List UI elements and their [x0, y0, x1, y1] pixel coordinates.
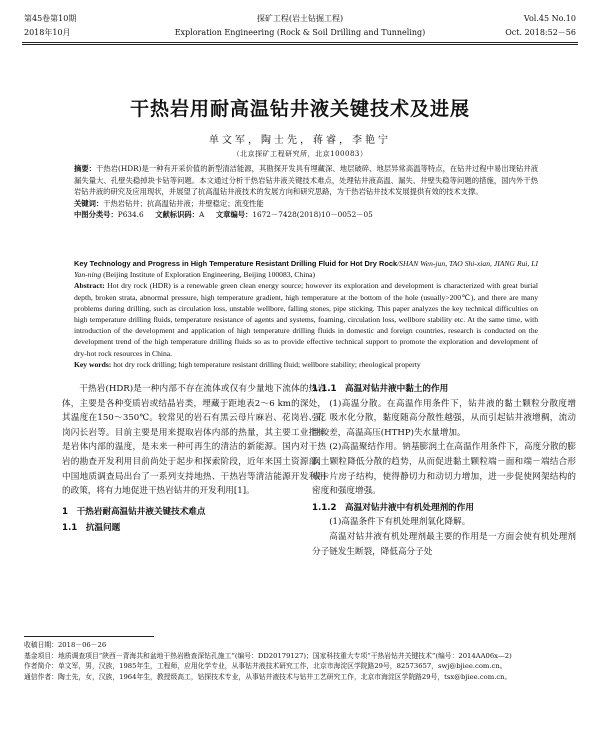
- abstract-en: [74, 258, 538, 370]
- abstract-en-text: Hot dry rock (HDR) is a renewable green clean energy source; however its exploration and development is characterized with great burial depth, broken strata, abnormal pressure, high temperature gradient, high temperature at the bottom of the hole (usually>200℃), and there are many problems during drilling, such as circulation loss, unstable wellbore, falling stones, pipe sticking. This paper analyzes the key technical difficulties on high temperature drilling fluids, temperature resistance of agents and systems, foaming, circulation loss, wellbore stability etc. At the same time, with introduction of the development and application of high temperature drilling fluids in domestic and foreign countries, research is conducted on the development trend of the high temperature drilling fluids so as to provide effective technical support to promote the exploration and development of dry-hot rock resources in China.: [74, 281, 538, 358]
- paper-affiliation: （北京探矿工程研究所，北京100083）: [232, 150, 368, 158]
- footnote-author: 作者简介：单文军，男，汉族，1985年生，工程师，应用化学专业，从事钻井液技术研究工作，北京市海淀区学院路29号，82573657，swj@bjiee.com.cn。: [24, 662, 507, 670]
- doc-code-label: 文献标识码：: [155, 210, 199, 220]
- section-1-1-heading: 1.1 抗温问题: [62, 523, 121, 534]
- abstract-en-authors: /SHAN Wen-jun, TAO Shi-xian, JIANG Rui, LI Yan-ning: [74, 259, 538, 280]
- header-volume-cn: 第45卷第10期: [24, 14, 77, 23]
- article-no-label: 文章编号：: [215, 210, 253, 220]
- section-1-heading: 1 干热岩耐高温钻井液关键技术难点: [62, 506, 206, 517]
- paper-title: 干热岩用耐高温钻井液关键技术及进展: [129, 98, 470, 120]
- abstract-cn-text: 干热岩(HDR)是一种有开采价值的新型清洁能源，其勘探开发具有埋藏深、地层破碎、地层异常高温等特点，在钻井过程中易出现钻井液漏失量大、孔壁失稳掉块卡钻等问题。本文通过分析干热岩钻井液关键技术难点，处理钻井液高温、漏失、井壁失稳等问题的措施，国内外干热岩钻井液的研究及应用现状，并展望了抗高温钻井液技术的发展方向和研究思路，为干热岩钻井技术发展提供有效的技术支撑。: [74, 164, 538, 197]
- section-1-1-1-heading: 1.1.1 高温对钻井液中黏土的作用: [312, 384, 449, 394]
- header-date-en: Oct. 2018:52－56: [505, 28, 576, 37]
- header-volume-en: Vol.45 No.10: [523, 14, 576, 23]
- footnote-received: 收稿日期：2018－06－26: [24, 641, 107, 649]
- footnote-rule: [24, 636, 154, 637]
- keywords-cn-label: 关键词：: [74, 198, 104, 208]
- section-1-1-2-heading: 1.1.2 高温对钻井液中有机处理剂的作用: [312, 502, 474, 513]
- footnote-corresponding-author: 通信作者：陶士先，女，汉族，1964年生，教授级高工，钻探技术专业，从事钻井液技术与钻井工艺研究工作，北京市海淀区学院路29号，tsx@bjiee.com.cn。: [24, 672, 512, 681]
- paragraph-high-temp-dispersion: (1)高温分散。在高温作用条件下，钻井液的黏土颗粒分散度增强，吸水化分散，黏度随高分散性越强，从而引起钻井液增稠，流动性较差，高温高压(HTHP)失水量增加。: [312, 398, 576, 438]
- clc-label: 中图分类号：: [74, 210, 118, 220]
- body-right-column: [312, 382, 576, 559]
- header-journal-cn: 探矿工程(岩土钻掘工程): [256, 14, 344, 23]
- footnote-fund: 基金项目：地质调查项目“陕西－青海共和盆地干热岩勘查深钻孔施工”(编号：DD20179127)；国家科技重大专项“干热岩钻井关键技术”(编号：2014AA06x—2): [24, 651, 512, 660]
- keywords-en-label: Key words:: [74, 359, 112, 369]
- paper-authors: 单文军，陶士先，蒋睿，李艳宁: [209, 135, 391, 146]
- clc-value: P634.6: [117, 210, 144, 220]
- header-rule: [22, 42, 578, 43]
- abstract-en-title: Key Technology and Progress in High Temperature Resistant Drilling Fluid for Hot Dry Rock: [74, 259, 398, 268]
- header-rule-thin: [22, 44, 578, 45]
- article-no-value: 1672－7428(2018)10－0052－05: [252, 210, 373, 220]
- keywords-en: hot dry rock drilling; high temperature resistant drilling fluid; wellbore stability; rheological property: [113, 359, 421, 369]
- paragraph-oxidative-degradation: (1)高温条件下有机处理剂氧化降解。: [329, 517, 471, 528]
- header-journal-en: Exploration Engineering (Rock & Soil Drilling and Tunneling): [174, 28, 426, 37]
- abstract-cn-label: 摘要：: [74, 164, 97, 173]
- intro-paragraph: 干热岩(HDR)是一种内部不存在流体或仅有少量地下流体的热岩体，主要是各种变质岩或结晶岩类，埋藏于距地表2～6 km的深处，其温度在150～350℃。较常见的岩石有黑云母片麻岩、花岗岩、花岗闪长岩等。目前主要是用来提取岩体内部的热量，其主要工业指标是岩体内部的温度，是未来一种可再生的清洁的新能源。国内对干热岩的勘查开发利用目前尚处于起步和探索阶段，近年来国土资源部、中国地质调查局出台了一系列支持地热、干热岩等清洁能源开发利用的政策，将有力地促进干热岩钻井的开发利用[1]。: [62, 384, 326, 497]
- keywords-cn: 干热岩钻井；抗高温钻井液；井壁稳定；流变性能: [103, 198, 264, 208]
- doc-code-value: A: [198, 210, 205, 220]
- abstract-cn: [74, 163, 538, 221]
- body-left-column: [62, 382, 326, 536]
- header-date-cn: 2018年10月: [24, 28, 71, 37]
- abstract-en-affiliation: (Beijing Institute of Exploration Engineering, Beijing 100083, China): [103, 270, 316, 280]
- paragraph-high-temp-aggregation: (2)高温聚结作用。钠基膨润土在高温作用条件下，高度分散的膨润土颗粒降低分散的趋势，从而促进黏土颗粒端－面和端－端结合形成卡片房子结构，使得静切力和动切力增加，进一步促使网架结构的密度和强度增强。: [312, 442, 576, 497]
- abstract-en-label: Abstract:: [74, 281, 105, 291]
- footnotes: [24, 640, 576, 682]
- paragraph-organic-agents: 高温对钻井液有机处理剂最主要的作用是一方面会使有机处理剂分子链发生断裂，降低高分子处: [312, 531, 576, 557]
